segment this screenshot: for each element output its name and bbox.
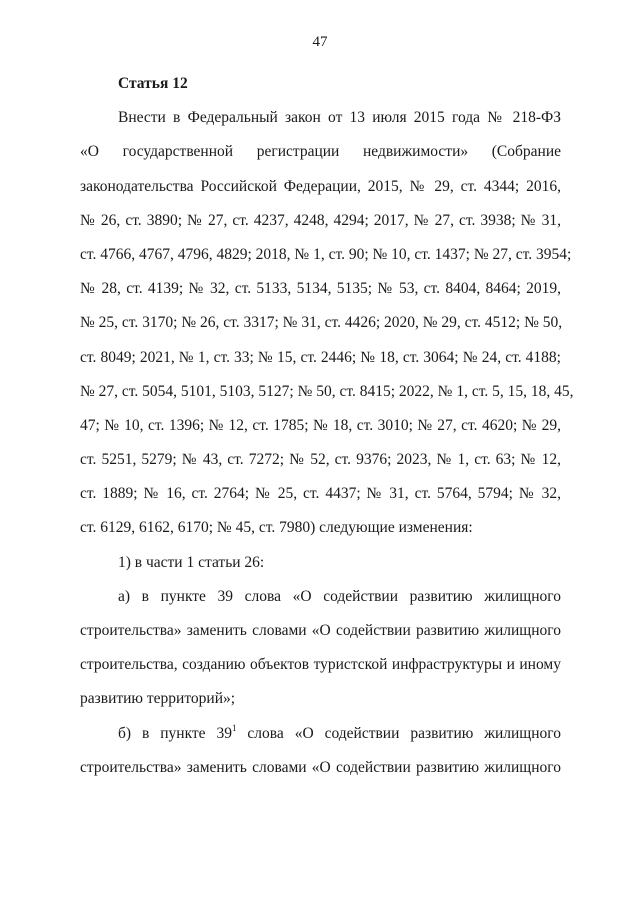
superscript: 1 [231,722,237,733]
text-line: № 28, ст. 4139; № 32, ст. 5133, 5134, 5135; № 53, ст. 8404, 8464; 2019, [80,280,561,298]
text-line: № 25, ст. 3170; № 26, ст. 3317; № 31, ст. 4426; 2020, № 29, ст. 4512; № 50, [80,314,563,332]
item-a-paragraph [80,580,561,717]
intro-paragraph [80,101,574,545]
text-line: «О государственной регистрации недвижимости» (Собрание [80,143,561,161]
text-line: строительства» заменить словами «О содействии развитию жилищного [80,758,561,776]
text-line: а) в пункте 39 слова «О содействии развитию жилищного [118,587,561,605]
item-b-rest: слова «О содействии развитию жилищного [236,724,561,742]
item-1: 1) в части 1 статьи 26: [118,553,265,571]
text-line: ст. 5251, 5279; № 43, ст. 7272; № 52, ст. 9376; 2023, № 1, ст. 63; № 12, [80,451,561,469]
text-line: развитию территорий»; [80,690,236,708]
text-line: ст. 8049; 2021, № 1, ст. 33; № 15, ст. 2446; № 18, ст. 3064; № 24, ст. 4188; [80,348,561,366]
text-line: строительства, созданию объектов туристской инфраструктуры и иному [80,656,561,674]
item-b-lead: б) в пункте 39 [118,724,232,742]
text-line: ст. 4766, 4767, 4796, 4829; 2018, № 1, ст. 90; № 10, ст. 1437; № 27, ст. 3954; [80,245,572,263]
text-line: Внести в Федеральный закон от 13 июля 2015 года № 218-ФЗ [118,109,561,127]
item-b-paragraph [80,717,561,785]
text-line: ст. 1889; № 16, ст. 2764; № 25, ст. 4437; № 31, ст. 5764, 5794; № 32, [80,485,561,503]
text-line: законодательства Российской Федерации, 2015, № 29, ст. 4344; 2016, [80,177,561,195]
text-line: № 27, ст. 5054, 5101, 5103, 5127; № 50, ст. 8415; 2022, № 1, ст. 5, 15, 18, 45, [80,382,574,400]
text-line: 47; № 10, ст. 1396; № 12, ст. 1785; № 18, ст. 3010; № 27, ст. 4620; № 29, [80,416,561,434]
text-line: № 26, ст. 3890; № 27, ст. 4237, 4248, 4294; 2017, № 27, ст. 3938; № 31, [80,211,561,229]
document-body [80,67,574,785]
text-line [80,717,561,751]
text-line: ст. 6129, 6162, 6170; № 45, ст. 7980) следующие изменения: [80,519,473,537]
page-number: 47 [312,34,328,50]
article-heading: Статья 12 [118,75,188,92]
text-line: строительства» заменить словами «О содействии развитию жилищного [80,622,561,639]
